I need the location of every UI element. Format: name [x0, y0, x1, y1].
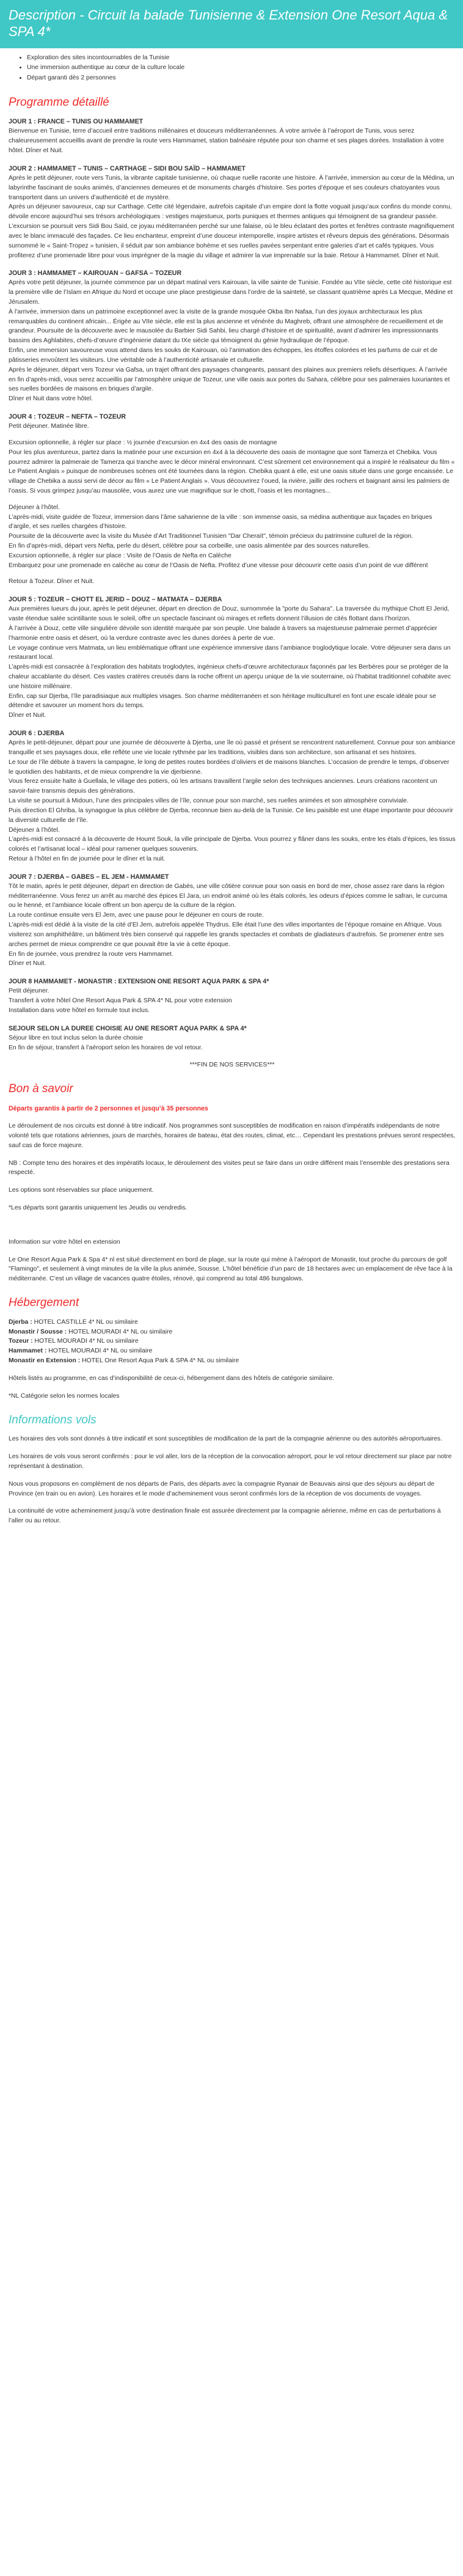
accommodation-location: Tozeur : — [9, 1338, 33, 1345]
day-title: JOUR 3 : HAMMAMET – KAIROUAN – GAFSA – TOZEUR — [9, 270, 182, 277]
day-paragraph: Séjour libre en tout inclus selon la durée choisie — [9, 1034, 144, 1041]
highlight-item: • Exploration des sites incontournables de la Tunisie — [27, 53, 463, 64]
accommodation-item — [9, 1318, 456, 1327]
day-paragraph: Après le petit-déjeuner, départ pour une journée de découverte à Djerba, une île où passé et présent se rencontrent naturellement. Connue pour son ambiance tranquille et ses paysages doux, elle reflète une vie locale rythmée par les traditions, visibles dans son architecture, son artisanat et ses histoires. — [9, 739, 456, 756]
day-paragraph: Vous ferez ensuite halte à Guellala, le village des potiers, où les artisans travaillent l’argile selon des techniques anciennes. Leurs créations racontent un savoir-faire transmis depuis des générations. — [9, 778, 437, 795]
day-paragraph: Tôt le matin, après le petit déjeuner, départ en direction de Gabès, une ville côtière connue pour son oasis en bord de mer, chose assez rare dans la région méditerranéenne. Vous ferez un arrêt au marché des épices El Jara, un endroit animé où les étals colorés, les odeurs d’épices comme le safran, le curcuma ou le henné, et l’ambiance locale offrent un bon aperçu de la culture de la région. — [9, 883, 447, 909]
day-paragraph: Enfin, une immersion savoureuse vous attend dans les souks de Kairouan, où l’animation des échoppes, les étoffes colorées et les parfums de cuir et de pâtisseries envoûtent les visiteurs. Une véritable ode à l’authenticité artisanale et culturelle. — [9, 347, 438, 364]
day-section — [9, 728, 456, 864]
day-paragraph: Transfert à votre hôtel One Resort Aqua Park & SPA 4* NL pour votre extension — [9, 997, 232, 1005]
day-paragraph: Dîner et Nuit. — [9, 960, 46, 967]
accommodation-heading: Hébergement — [9, 1296, 79, 1310]
day-section — [9, 977, 456, 1016]
highlight-item: • Départ garanti dès 2 personnes — [27, 73, 463, 84]
day-paragraph: Le tour de l’île débute à travers la campagne, le long de petites routes bordées d’oliviers et de maisons blanches. L’occasion de prendre le temps, d’observer le quotidien des habitants, et de mieux comprendre la vie djerbienne. — [9, 758, 450, 776]
day-title: JOUR 7 : DJERBA – GABES – EL JEM - HAMMAMET — [9, 873, 169, 881]
info-paragraph: NB : Compte tenu des horaires et des impératifs locaux, le déroulement des visites peut se faire dans un ordre différent mais l’ensemble des prestations sera respecté. — [9, 1159, 450, 1176]
day-paragraph: Dîner et Nuit dans votre hôtel. — [9, 395, 93, 403]
highlights-list — [0, 53, 463, 84]
flight-paragraph: Les horaires de vols vous seront confirmés : pour le vol aller, lors de la réception de la convocation aéroport, pour le vol retour directement sur place par notre représentant à destination. — [9, 1453, 452, 1470]
day-paragraph: Excursion optionnelle, à régler sur place : ½ journée d’excursion en 4x4 des oasis de montagne — [9, 439, 277, 446]
day-paragraph: La visite se poursuit à Midoun, l’une des principales villes de l’île, connue pour son marché, ses ruelles animées et son atmosphère conviviale. — [9, 798, 409, 805]
page-title: Description - Circuit la balade Tunisienne & Extension One Resort Aqua & SPA 4* — [0, 0, 463, 48]
day-paragraph: Le voyage continue vers Matmata, un lieu emblématique offrant une expérience immersive dans l’ambiance troglodytique locale. Votre déjeuner sera dans un restaurant local. — [9, 644, 451, 661]
day-paragraph: Déjeuner à l’hôtel. — [9, 826, 60, 834]
day-paragraph: En fin de séjour, transfert à l’aéroport selon les horaires de vol retour. — [9, 1044, 203, 1051]
day-paragraph: Puis direction El Ghriba, la synagogue la plus célèbre de Djerba, reconnue bien au-delà de la Tunisie. Ce lieu paisible est une étape importante pour découvrir la diversité culturelle de l’île. — [9, 807, 453, 824]
accommodation-hotel: HOTEL CASTILLE 4* NL ou similaire — [32, 1318, 138, 1326]
accommodation-hotel: HOTEL MOURADI 4* NL ou similaire — [46, 1348, 153, 1355]
accommodation-hotel: HOTEL MOURADI 4* NL ou similaire — [67, 1328, 173, 1335]
day-section — [9, 268, 456, 404]
day-paragraph: Après un déjeuner savoureux, cap sur Carthage. Cette cité légendaire, autrefois capitale d’un empire dont la flotte voguait jusqu’aux confins du monde connu, dévoile encore aujourd’hui ses trésors archéologiques : vestiges majestueux, ports puniques et thermes antiques qui témoignent de sa grandeur passée. — [9, 204, 452, 221]
accommodation-item — [9, 1356, 456, 1366]
info-paragraph: *Les départs sont garantis uniquement les Jeudis ou vendredis. — [9, 1204, 188, 1211]
day-paragraph: À l’arrivée, immersion dans un patrimoine exceptionnel avec la visite de la grande mosquée Okba Ibn Nafaa, l’un des joyaux architecturaux les plus remarquables du continent africain... Érigée au VIIe siècle, elle est la plus ancienne et vénérée du Maghreb, offrant une atmosphère de recueillement et de grandeur. Poursuite de la découverte avec le mausolée du Barbier Sidi Sahbi, lieu chargé d’histoire et de spiritualité, avant d’admirer les impressionnants bassins des Aghlabites, chefs-d’œuvre d’ingénierie datant du IXe siècle qui témoignent du génie hydraulique de l’époque. — [9, 308, 443, 345]
day-paragraph: Petit déjeuner. Matinée libre. — [9, 423, 89, 430]
day-paragraph: Retour à Tozeur. Dîner et Nuit. — [9, 578, 95, 585]
flight-paragraph: La continuité de votre acheminement jusqu’à votre destination finale est assurée directement par la compagnie aérienne, même en cas de perturbations à l’aller ou au retour. — [9, 1508, 441, 1525]
day-paragraph: Embarquez pour une promenade en calèche au cœur de l’Oasis de Nefta. Profitez d’une vitesse pour découvrir cette oasis d’un point de vue différent — [9, 562, 428, 569]
day-paragraph: Déjeuner à l’hôtel. — [9, 504, 60, 511]
day-paragraph: L’après-midi est consacré à la découverte de Houmt Souk, la ville principale de Djerba. Vous pourrez y flâner dans les souks, entre les étals d’épices, les tissus colorés et l’artisanat local – idéal pour ramener quelques souvenirs. — [9, 836, 456, 853]
day-paragraph: Pour les plus aventureux, partez dans la matinée pour une excursion en 4x4 à la découverte des oasis de montagne que sont Tamerza et Chebika. Vous pourrez admirer la palmeraie de Tamerza qui tranche avec le décor minéral environnant. C’est sûrement cet environnement qui a inspiré le réalisateur du film « Le Patient Anglais » puisque de nombreuses scènes ont été tournées dans la région. Chebika quant à elle, est une oasis située dans une gorge encaissée. Le village de Chebika a aussi servi de décor au film « Le Patient Anglais ». Vous découvrirez l’oued, la rivière, jaillir des rochers et baignant ainsi les palmiers de l’oasis. Si vous grimpez jusqu’au mausolée, vous aurez une vue magnifique sur le chott, l’oasis et les montagnes... — [9, 449, 455, 494]
highlight-item: • Une immersion authentique au cœur de la culture locale — [27, 63, 463, 73]
day-paragraph: En fin de journée, vous prendrez la route vers Hammamet. — [9, 950, 173, 958]
accommodation-note: Hôtels listés au programme, en cas d’indisponibilité de ceux-ci, hébergement dans des hôtels de catégorie similaire. — [9, 1374, 335, 1382]
day-section — [9, 595, 456, 721]
day-paragraph: L’après-midi, visite guidée de Tozeur, immersion dans l’âme saharienne de la ville : son immense oasis, sa médina authentique aux façades en briques d’argile, et ses ruelles chargées d’histoire. — [9, 513, 432, 530]
day-paragraph: L’après-midi est dédié à la visite de la cité d’El Jem, autrefois appelée Thydrus. Elle était l’une des villes importantes de l’époque romaine en Afrique. Vous visiterez son amphithéâtre, un bâtiment très bien conservé qui rappelle les grands spectacles et combats de gladiateurs d’autrefois. Se promener entre ses arches permet de mieux comprendre ce que pouvait être la vie à cette époque. — [9, 922, 444, 948]
day-paragraph: Petit déjeuner. — [9, 988, 49, 995]
day-paragraph: La route continue ensuite vers El Jem, avec une pause pour le déjeuner en cours de route. — [9, 912, 264, 919]
accommodation-item — [9, 1337, 456, 1346]
flight-paragraph: Nous vous proposons en complément de nos départs de Paris, des départs avec la compagnie Ryanair de Beauvais ainsi que des séjours au départ de Province (en train ou en avion). Les horaires et le mode d’acheminement vous seront confirmés lors de la réception de vos documents de voyages. — [9, 1480, 435, 1497]
day-section — [9, 872, 456, 969]
flight-info-heading: Informations vols — [9, 1413, 97, 1426]
accommodation-location: Hammamet : — [9, 1348, 47, 1355]
day-paragraph: Poursuite de la découverte avec la visite du Musée d’Art Traditionnel Tunisien "Dar Cheraït", témoin précieux du patrimoine culturel de la région. — [9, 533, 414, 540]
days-container — [9, 117, 456, 1052]
accommodation-item — [9, 1327, 456, 1337]
accommodation-category-note: *NL Catégorie selon les normes locales — [9, 1392, 120, 1400]
accommodation-hotel: HOTEL MOURADI 4* NL ou similaire — [32, 1338, 139, 1345]
day-paragraph: Installation dans votre hôtel en formule tout inclus. — [9, 1007, 150, 1014]
day-paragraph: Après le déjeuner, départ vers Tozeur via Gafsa, un trajet offrant des paysages changeants, passant des plaines aux premiers reliefs désertiques. À l’arrivée en fin d’après-midi, vous serez accueillis par l’atmosphère unique de Tozeur, une ville oasis aux portes du Sahara, célèbre pour ses palmeraies luxuriantes et ses ruelles bordées de maisons en briques d’argile. — [9, 366, 450, 393]
day-title: JOUR 1 : FRANCE – TUNIS OU HAMMAMET — [9, 118, 144, 126]
good-to-know-body — [9, 1121, 456, 1284]
day-paragraph: Dîner et Nuit. — [9, 712, 46, 719]
day-paragraph: Enfin, cap sur Djerba, l’île paradisiaque aux multiples visages. Son charme méditerranéen et son héritage multiculturel en font une escale idéale pour se détendre et savourer un moment hors du temps. — [9, 692, 437, 710]
day-paragraph: L’après-midi est consacrée à l’exploration des habitats troglodytes, ingénieux chefs-d’œuvre architecturaux façonnés par les Berbères pour se protéger de la chaleur accablante du désert. Ces vastes cratères creusés dans la roche offrent un aperçu unique de la vie souterraine, où l’habitat traditionnel cohabite avec une histoire millénaire. — [9, 664, 451, 690]
day-title: JOUR 8 HAMMAMET - MONASTIR : EXTENSION ONE RESORT AQUA PARK & SPA 4* — [9, 978, 269, 986]
info-paragraph: Le déroulement de nos circuits est donné à titre indicatif. Nos programmes sont susceptibles de modification en raison d’impératifs indépendants de notre volonté tels que rotations aériennes, jours de marchés, horaires de bateau, état des routes, climat, etc… Cependant les prestations prévues seront respectées, sauf cas de force majeure. — [9, 1123, 456, 1149]
good-to-know-heading: Bon à savoir — [9, 1082, 73, 1096]
accommodation-item — [9, 1346, 456, 1356]
guaranteed-departures: Départs garantis à partir de 2 personnes et jusqu’à 35 personnes — [9, 1105, 208, 1113]
day-paragraph: L’excursion se poursuit vers Sidi Bou Saïd, ce joyau méditerranéen perché sur une falaise, où le bleu éclatant des portes et fenêtres contraste magnifiquement avec le blanc immaculé des façades. Ce lieu enchanteur, empreint d’une douceur intemporelle, inspire artistes et rêveurs depuis des générations. Désormais surnommé le « Saint-Tropez » tunisien, il séduit par son ambiance bohème et ses ruelles pavées serpentant entre galeries d’art et cafés typiques. Vous profiterez d’une promenade libre pour vous imprégner de la magie du village et admirer la vue imprenable sur la baie. Retour à Hammamet. Dîner et Nuit. — [9, 223, 454, 259]
accommodation-location: Djerba : — [9, 1318, 32, 1326]
day-paragraph: En fin d’après-midi, départ vers Nefta, perle du désert, célèbre pour sa corbeille, une oasis alimentée par des sources naturelles. — [9, 543, 370, 549]
day-paragraph: Retour à l’hôtel en fin de journée pour le dîner et la nuit. — [9, 855, 166, 862]
info-paragraph: Information sur votre hôtel en extension — [9, 1238, 120, 1246]
program-heading: Programme détaillé — [9, 95, 109, 109]
accommodation-hotel: HOTEL One Resort Aqua Park & SPA 4* NL ou similaire — [80, 1357, 239, 1365]
day-paragraph: À l’arrivée à Douz, cette ville singulière dévoile son identité marquée par son peuple. Une balade à travers sa majestueuse palmeraie permet d’apprécier l’harmonie entre oasis et désert, où la verdure contraste avec les dunes dorées à perte de vue. — [9, 625, 437, 642]
day-title: JOUR 6 : DJERBA — [9, 730, 65, 738]
info-paragraph — [9, 1221, 456, 1230]
accommodation-location: Monastir en Extension : — [9, 1357, 81, 1365]
day-section — [9, 117, 456, 156]
info-paragraph: Les options sont réservables sur place uniquement. — [9, 1187, 154, 1194]
day-title: JOUR 5 : TOZEUR – CHOTT EL JERID – DOUZ – MATMATA – DJERBA — [9, 596, 222, 604]
day-section — [9, 1024, 456, 1053]
content — [0, 96, 463, 1540]
day-paragraph: Aux premières lueurs du jour, après le petit déjeuner, départ en direction de Douz, surnommée la "porte du Sahara". La traversée du mythique Chott El Jerid, vaste étendue salée scintillante sous le soleil, offre un spectacle fascinant où mirages et reflets donnent l’illusion de cités flottant dans l’horizon. — [9, 606, 450, 623]
accommodation-location: Monastir / Sousse : — [9, 1328, 67, 1335]
day-paragraph: Excursion optionnelle, à régler sur place : Visite de l’Oasis de Nefta en Calèche — [9, 552, 232, 559]
day-title: JOUR 2 : HAMMAMET – TUNIS – CARTHAGE – SIDI BOU SAÏD – HAMMAMET — [9, 164, 246, 172]
day-section — [9, 412, 456, 587]
flight-paragraph: Les horaires des vols sont donnés à titre indicatif et sont susceptibles de modification de la part de la compagnie aérienne ou des autorités aéroportuaires. — [9, 1436, 442, 1443]
day-paragraph: Après votre petit déjeuner, la journée commence par un départ matinal vers Kairouan, la ville sainte de Tunisie. Fondée au VIIe siècle, cette cité historique est la première ville de l’Islam en Afrique du Nord et occupe une place prestigieuse dans l’ordre de la sainteté, se classant quatrième après La Mecque, Médine et Jérusalem. — [9, 279, 453, 306]
info-paragraph: Le One Resort Aqua Park & Spa 4* nl est situé directement en bord de plage, sur la route qui mène à l’aéroport de Monastir, tout proche du parcours de golf "Flamingo", et seulement à vingt minutes de la ville la plus animée, Sousse. L’hôtel bénéficie d’un parc de 18 hectares avec un emplacement de rêve face à la méditerranée. C’est un village de vacances quatre étoiles, rénové, qui comprend au total 486 bungalows. — [9, 1256, 453, 1283]
day-section — [9, 164, 456, 260]
day-title: SEJOUR SELON LA DUREE CHOISIE AU ONE RESORT AQUA PARK & SPA 4* — [9, 1024, 247, 1032]
day-title: JOUR 4 : TOZEUR – NEFTA – TOZEUR — [9, 413, 126, 420]
accommodation-list — [9, 1318, 456, 1366]
end-of-services: ***FIN DE NOS SERVICES*** — [189, 1062, 275, 1069]
day-paragraph: Bienvenue en Tunisie, terre d’accueil entre traditions millénaires et douceurs méditerranéennes. À votre arrivée à l’aéroport de Tunis, vous serez chaleureusement accueillis avant de prendre la route vers Hammamet, station balnéaire réputée pour son charme et ses plages dorées. Installation à votre hôtel. Dîner et Nuit. — [9, 128, 444, 155]
day-paragraph: Après le petit déjeuner, route vers Tunis, la vibrante capitale tunisienne, où chaque ruelle raconte une histoire. À l’arrivée, immersion au cœur de la Médina, un labyrinthe fascinant de souks animés, d’anciennes demeures et de monuments chargés d’histoire. Ses portes d’époque et ses couleurs chatoyantes vous transportent dans un univers d’authenticité et de mystère. — [9, 175, 454, 201]
flight-info-body — [9, 1434, 456, 1526]
